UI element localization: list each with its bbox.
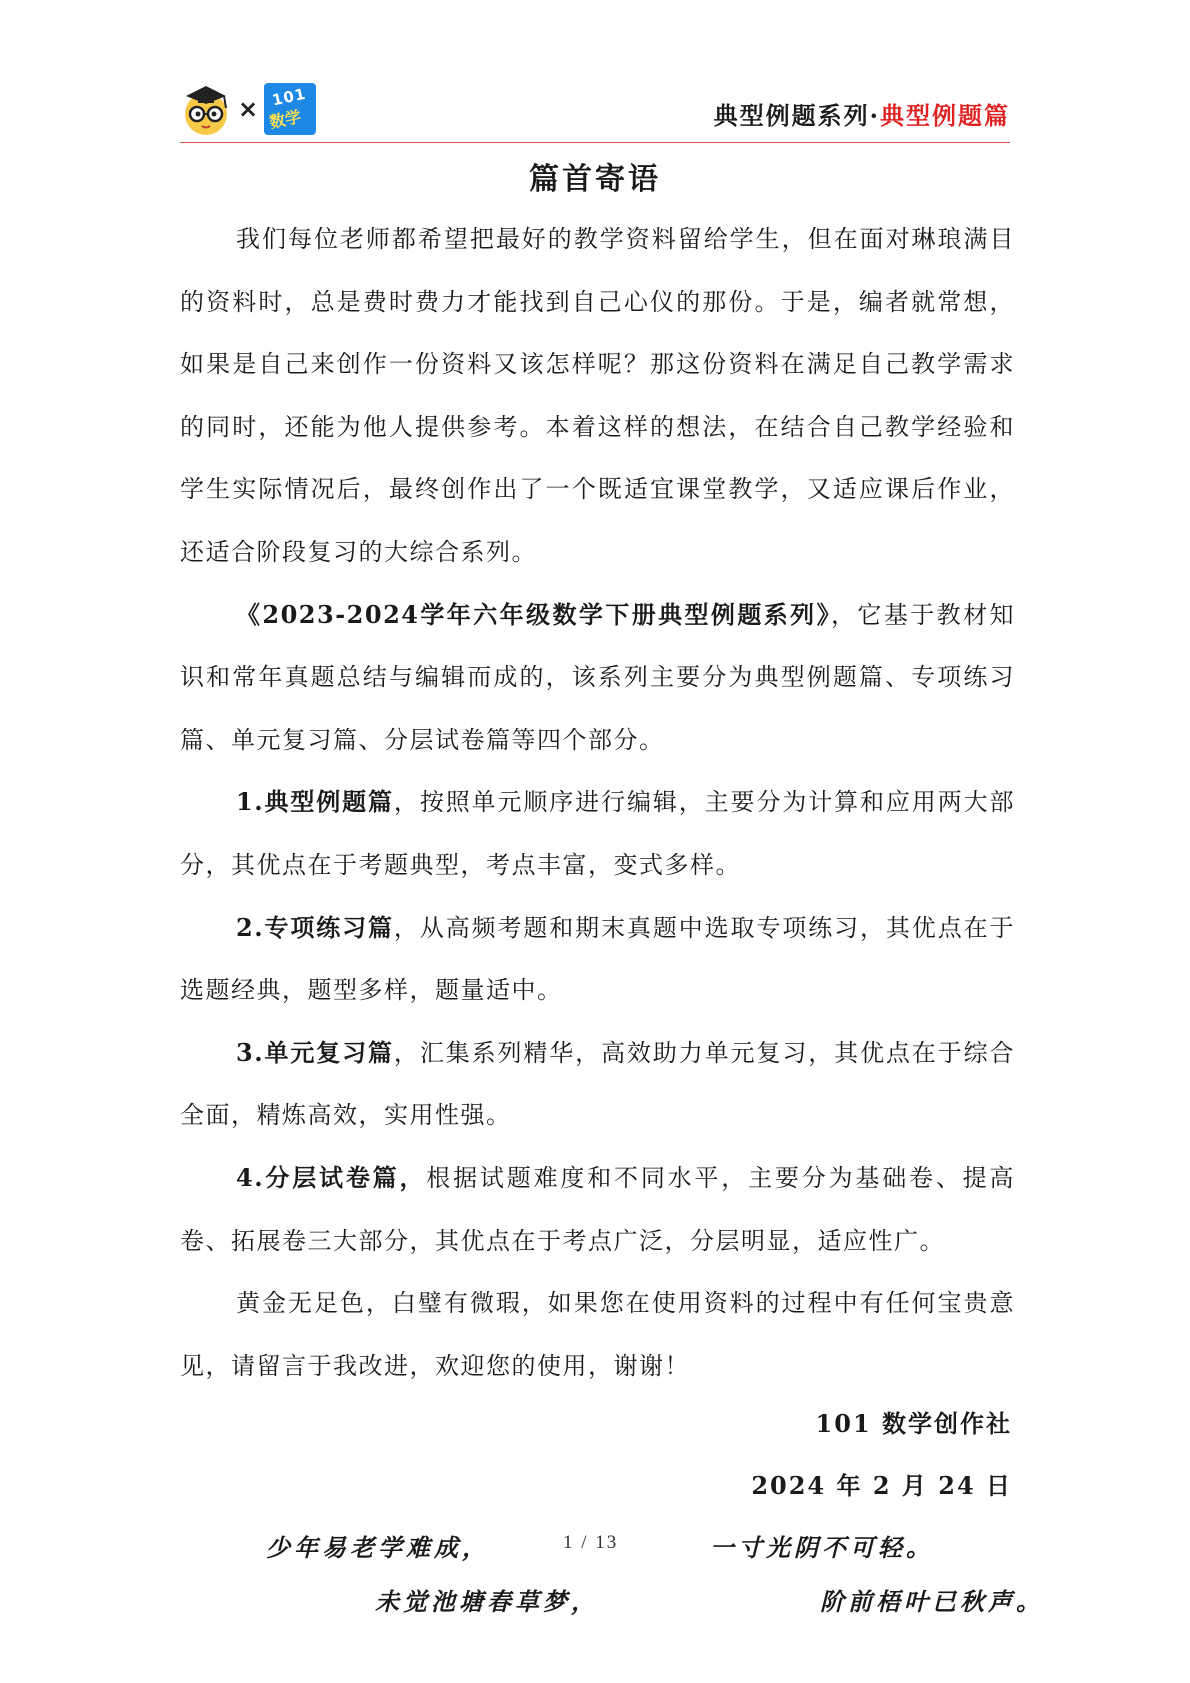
series-section: 典型例题篇 [880,101,1010,130]
paragraph-bold: 3.单元复习篇 [236,1037,394,1067]
paragraph-part-1 [180,771,1015,896]
paragraph-part-3 [180,1022,1015,1147]
signature-date: 2024 年 2 月 24 日 [751,1471,1012,1500]
logo-text-bottom: 数学 [267,106,303,133]
poem-line2-left: 未觉池塘春草梦， [375,1587,599,1616]
header-divider [180,142,1010,143]
paragraph-bold: 2.专项练习篇 [236,912,394,942]
poem-line1-left: 少年易老学难成， [266,1533,490,1562]
brand-logos [180,82,316,136]
paragraph-bold: 1.典型例题篇 [236,787,394,817]
signature-author: 101 数学创作社 [815,1409,1012,1438]
preface-body [180,208,1015,1397]
series-title [714,96,1010,131]
paragraph-text: ，按照单元顺序进行编辑，主要分为计算和应用两大部分，其优点在于考题典型，考点丰富，变式多样。 [180,788,1015,879]
paragraph-closing [180,1272,1015,1397]
math101-logo [264,83,316,135]
paragraph-text: ，从高频考题和期末真题中选取专项练习，其优点在于选题经典，题型多样，题量适中。 [180,913,1015,1005]
page-number: 1 / 13 [563,1532,619,1553]
paragraph-text: 黄金无足色，白璧有微瑕，如果您在使用资料的过程中有任何宝贵意见，请留言于我改进，欢迎您的使用，谢谢！ [180,1289,1015,1380]
times-symbol: × [238,95,259,123]
paragraph-bold: 《2023-2024学年六年级数学下册典型例题系列》 [236,599,832,629]
logo-text-top: 101 [270,84,308,110]
paragraph-text: ，汇集系列精华，高效助力单元复习，其优点在于综合全面，精炼高效，实用性强。 [180,1038,1015,1130]
poem-line1-right: 一寸光阴不可轻。 [710,1533,934,1562]
paragraph-part-2 [180,897,1015,1022]
page-title: 篇首寄语 [529,162,661,197]
series-name: 典型例题系列· [713,101,880,130]
paragraph-series [180,584,1015,772]
owl-mascot-icon [180,82,232,136]
paragraph-intro [180,208,1015,584]
paragraph-text: 根据试题难度和不同水平，主要分为基础卷、提高卷、拓展卷三大部分，其优点在于考点广泛，分层明显，适应性广。 [180,1163,1015,1255]
poem-line2-right: 阶前梧叶已秋声。 [820,1587,1044,1616]
paragraph-text: ，它基于教材知识和常年真题总结与编辑而成的，该系列主要分为典型例题篇、专项练习篇、单元复习篇、分层试卷篇等四个部分。 [180,600,1015,754]
paragraph-part-4 [180,1147,1015,1272]
paragraph-text: 我们每位老师都希望把最好的教学资料留给学生，但在面对琳琅满目的资料时，总是费时费力才能找到自己心仪的那份。于是，编者就常想，如果是自己来创作一份资料又该怎样呢？那这份资料在满足自己教学需求的同时，还能为他人提供参考。本着这样的想法，在结合自己教学经验和学生实际情况后，最终创作出了一个既适宜课堂教学，又适应课后作业，还适合阶段复习的大综合系列。 [180,225,1015,566]
page-header [180,80,1010,144]
paragraph-bold: 4.分层试卷篇， [236,1162,427,1192]
